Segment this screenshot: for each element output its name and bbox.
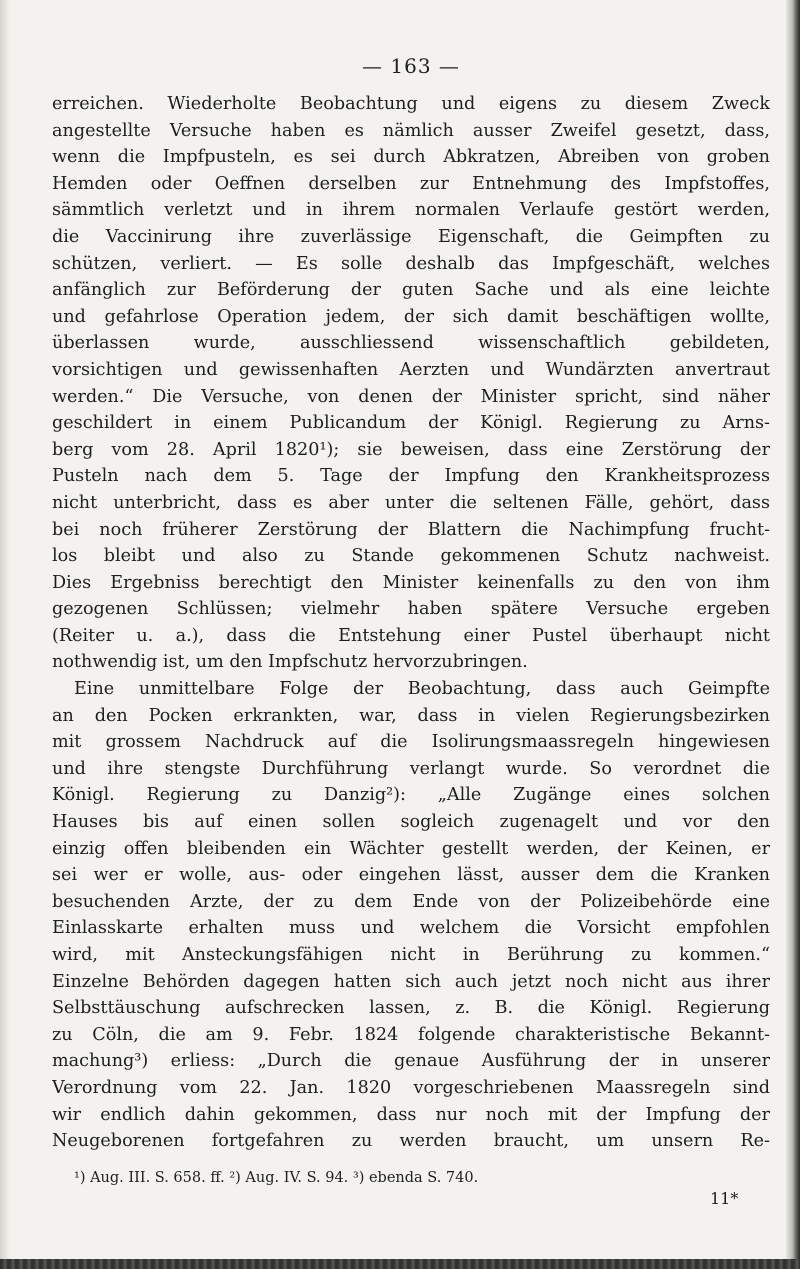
- text-line: Selbsttäuschung aufschrecken lassen, z. B. die Königl. Regierung: [52, 998, 770, 1019]
- footnotes: ¹) Aug. III. S. 658. ff. ²) Aug. IV. S. 94. ³) ebenda S. 740.: [74, 1170, 479, 1186]
- text-line: sei wer er wolle, aus- oder eingehen lässt, ausser dem die Kranken: [52, 865, 770, 886]
- text-line: sämmtlich verletzt und in ihrem normalen Verlaufe gestört werden,: [52, 200, 770, 221]
- text-line: gezogenen Schlüssen; vielmehr haben spätere Versuche ergeben: [52, 599, 770, 620]
- text-line: nothwendig ist, um den Impfschutz hervorzubringen.: [52, 652, 528, 673]
- text-line: die Vaccinirung ihre zuverlässige Eigenschaft, die Geimpften zu: [52, 226, 770, 247]
- text-line: an den Pocken erkrankten, war, dass in vielen Regierungsbezirken: [52, 705, 770, 726]
- text-line: geschildert in einem Publicandum der Königl. Regierung zu Arns-: [52, 413, 770, 434]
- text-line: Hauses bis auf einen sollen sogleich zugenagelt und vor den: [52, 812, 770, 833]
- body-text: [52, 91, 770, 1155]
- signature-mark: 11*: [710, 1189, 739, 1208]
- text-line: Neugeborenen fortgefahren zu werden braucht, um unsern Re-: [52, 1131, 770, 1152]
- text-line: zu Cöln, die am 9. Febr. 1824 folgende charakteristische Bekannt-: [52, 1024, 770, 1045]
- text-line: besuchenden Arzte, der zu dem Ende von der Polizeibehörde eine: [52, 891, 770, 912]
- page-edge-right: [786, 0, 800, 1269]
- text-line: wird, mit Ansteckungsfähigen nicht in Berührung zu kommen.“: [52, 945, 770, 965]
- text-line: los bleibt und also zu Stande gekommenen Schutz nachweist.: [52, 546, 770, 567]
- text-line: Verordnung vom 22. Jan. 1820 vorgeschriebenen Maassregeln sind: [52, 1077, 770, 1098]
- text-line: und ihre stengste Durchführung verlangt wurde. So verordnet die: [52, 758, 770, 779]
- text-line: Dies Ergebniss berechtigt den Minister keinenfalls zu den von ihm: [52, 572, 770, 593]
- text-line: werden.“ Die Versuche, von denen der Minister spricht, sind näher: [52, 386, 770, 407]
- text-line: schützen, verliert. — Es solle deshalb das Impfgeschäft, welches: [52, 253, 770, 274]
- text-line: und gefahrlose Operation jedem, der sich damit beschäftigen wollte,: [52, 306, 770, 327]
- text-line: nicht unterbricht, dass es aber unter die seltenen Fälle, gehört, dass: [52, 492, 770, 513]
- text-line: erreichen. Wiederholte Beobachtung und eigens zu diesem Zweck: [52, 94, 770, 114]
- text-line: anfänglich zur Beförderung der guten Sache und als eine leichte: [52, 280, 770, 301]
- page-edge-bottom: [0, 1259, 800, 1269]
- text-line: Pusteln nach dem 5. Tage der Impfung den Krankheitsprozess: [52, 466, 770, 487]
- text-line: mit grossem Nachdruck auf die Isolirungsmaassregeln hingewiesen: [52, 732, 770, 753]
- page-gutter-shadow: [0, 0, 10, 1269]
- text-line: berg vom 28. April 1820¹); sie beweisen, dass eine Zerstörung der: [52, 439, 770, 460]
- text-line: einzig offen bleibenden ein Wächter gestellt werden, der Keinen, er: [52, 838, 770, 859]
- text-line: Hemden oder Oeffnen derselben zur Entnehmung des Impfstoffes,: [52, 173, 770, 194]
- text-line: machung³) erliess: „Durch die genaue Ausführung der in unserer: [52, 1051, 770, 1072]
- text-line: Königl. Regierung zu Danzig²): „Alle Zugänge eines solchen: [52, 785, 770, 806]
- text-line: angestellte Versuche haben es nämlich ausser Zweifel gesetzt, dass,: [52, 120, 770, 141]
- text-line: (Reiter u. a.), dass die Entstehung einer Pustel überhaupt nicht: [52, 625, 770, 646]
- text-line: Einzelne Behörden dagegen hatten sich auch jetzt noch nicht aus ihrer: [52, 971, 770, 992]
- text-line: Eine unmittelbare Folge der Beobachtung, dass auch Geimpfte: [74, 679, 770, 700]
- text-line: überlassen wurde, ausschliessend wissenschaftlich gebildeten,: [52, 333, 770, 354]
- text-line: Einlasskarte erhalten muss und welchem die Vorsicht empfohlen: [52, 918, 770, 939]
- text-line: wir endlich dahin gekommen, dass nur noch mit der Impfung der: [52, 1104, 770, 1125]
- text-line: wenn die Impfpusteln, es sei durch Abkratzen, Abreiben von groben: [52, 147, 770, 168]
- page-number: — 163 —: [362, 54, 460, 78]
- text-line: bei noch früherer Zerstörung der Blattern die Nachimpfung frucht-: [52, 519, 770, 540]
- text-line: vorsichtigen und gewissenhaften Aerzten und Wundärzten anvertraut: [52, 359, 770, 380]
